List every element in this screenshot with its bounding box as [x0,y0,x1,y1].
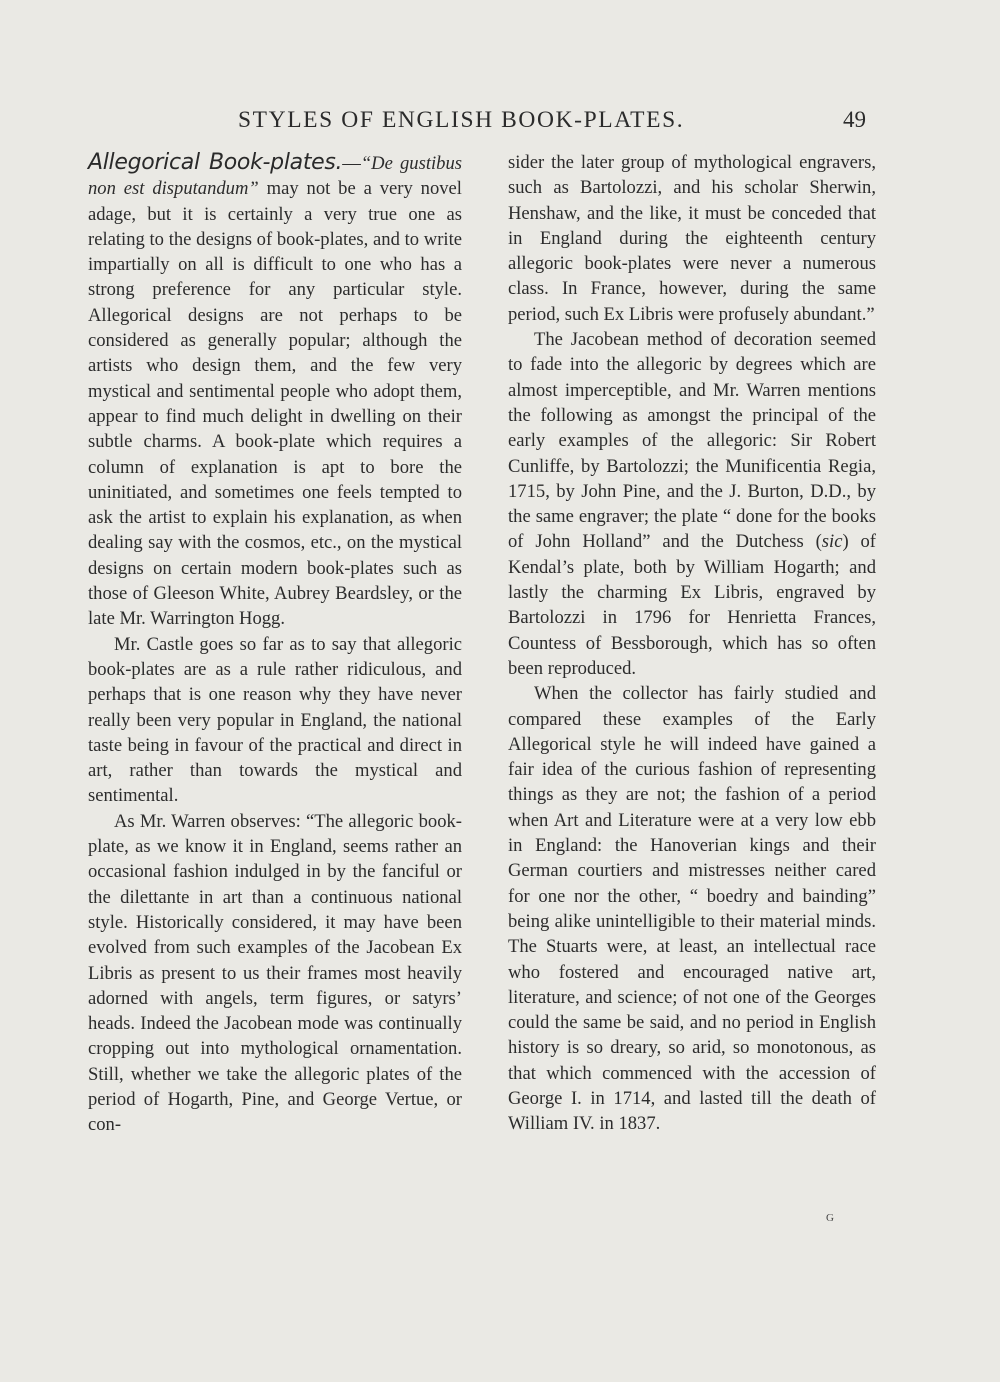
paragraph-castle: Mr. Castle goes so far as to say that allegoric book-plates are as a rule rather ridiculous, and perhaps that is one reason why they have never really been very popular in England, the national taste being in favour of the practical and direct in art, rather than towards the mystical and sentimental. [88,633,462,807]
sic-note: sic [821,531,843,553]
paragraph-collector: When the collector has fairly studied and compared these examples of the Early Allegorical style he will indeed have gained a fair idea of the curious fashion of representing things as they are not; the fashion of a period when Art and Literature were at a very low ebb in England: the Hanoverian kings and their German courtiers and mistresses neither cared for one nor the other, “ boedry and bainding” being alike unintelligible to their material minds. The Stuarts were, at least, an intellectual race who fostered and encouraged native art, literature, and science; of not one of the Georges could the same be said, and no period in English history is so dreary, so arid, so monotonous, as that which commenced with the accession of George I. in 1714, and lasted till the death of William IV. in 1837. [508,683,876,1135]
paragraph-continued: sider the later group of mythological engravers, such as Bartolozzi, and his scholar Sherwin, Henshaw, and the like, it must be conceded that in England during the eighteenth century allegoric book-plates were never a numerous class. In France, however, during the same period, such Ex Libris were profusely abundant.” [508,152,876,325]
paragraph-text: may not be a very novel adage, but it is certainly a very true one as relating to the designs of book-plates, and to write impartially on all is difficult to one who has a strong preference for any particular style. Allegorical designs are not perhaps to be considered as generally popular; although the artists who design them, and the few very mystical and sentimental people who adopt them, appear to find much delight in dwelling on their subtle charms. A book-plate which requires a column of explanation is apt to bore the uninitiated, and sometimes one feels tempted to ask the artist to explain his explanation, as when dealing say with the cosmos, etc., on the mystical designs on certain modern book-plates such as those of Gleeson White, Aubrey Beardsley, or the late Mr. Warrington Hogg. [88,178,462,630]
right-column [508,150,876,1137]
paragraph-jacobean [508,327,876,681]
paragraph-warren: As Mr. Warren observes: “The allegoric book-plate, as we know it in England, seems rather an occasional fashion indulged in by the fanciful or the dilettante in art than a continuous national style. Historically considered, it may have been evolved from such examples of the Jacobean Ex Libris as present to us their frames most heavily adorned with angels, term figures, or satyrs’ heads. Indeed the Jacobean mode was continually cropping out into mythological ornamentation. Still, whether we take the allegoric plates of the period of Hogarth, Pine, and George Vertue, or con- [88,810,462,1136]
running-title: STYLES OF ENGLISH BOOK-PLATES. [238,107,685,133]
running-head [0,105,1000,141]
latin-quote: “De gustibus non est disputandum” [88,153,462,200]
paragraph-allegorical-intro [88,150,462,632]
paragraph-text: ) of Kendal’s plate, both by William Hogarth; and lastly the charming Ex Libris, engraved by Bartolozzi in 1796 for Henrietta Frances, Countess of Bessborough, which has so often been reproduced. [508,531,876,679]
section-heading: Allegorical Book-plates. [88,150,343,175]
page-number: 49 [843,107,866,132]
paragraph-text: The Jacobean method of decoration seemed to fade into the allegoric by degrees which are almost imperceptible, and Mr. Warren mentions the following as amongst the principal of the early examples of the allegoric: Sir Robert Cunliffe, by Bartolozzi; the Munificentia Regia, 1715, by John Pine, and the J. Burton, D.D., by the same engraver; the plate “ done for the books of John Holland” and the Dutchess ( [508,329,876,553]
left-column [88,150,462,1138]
signature-mark: G [826,1212,834,1224]
heading-dash: — [342,153,361,174]
